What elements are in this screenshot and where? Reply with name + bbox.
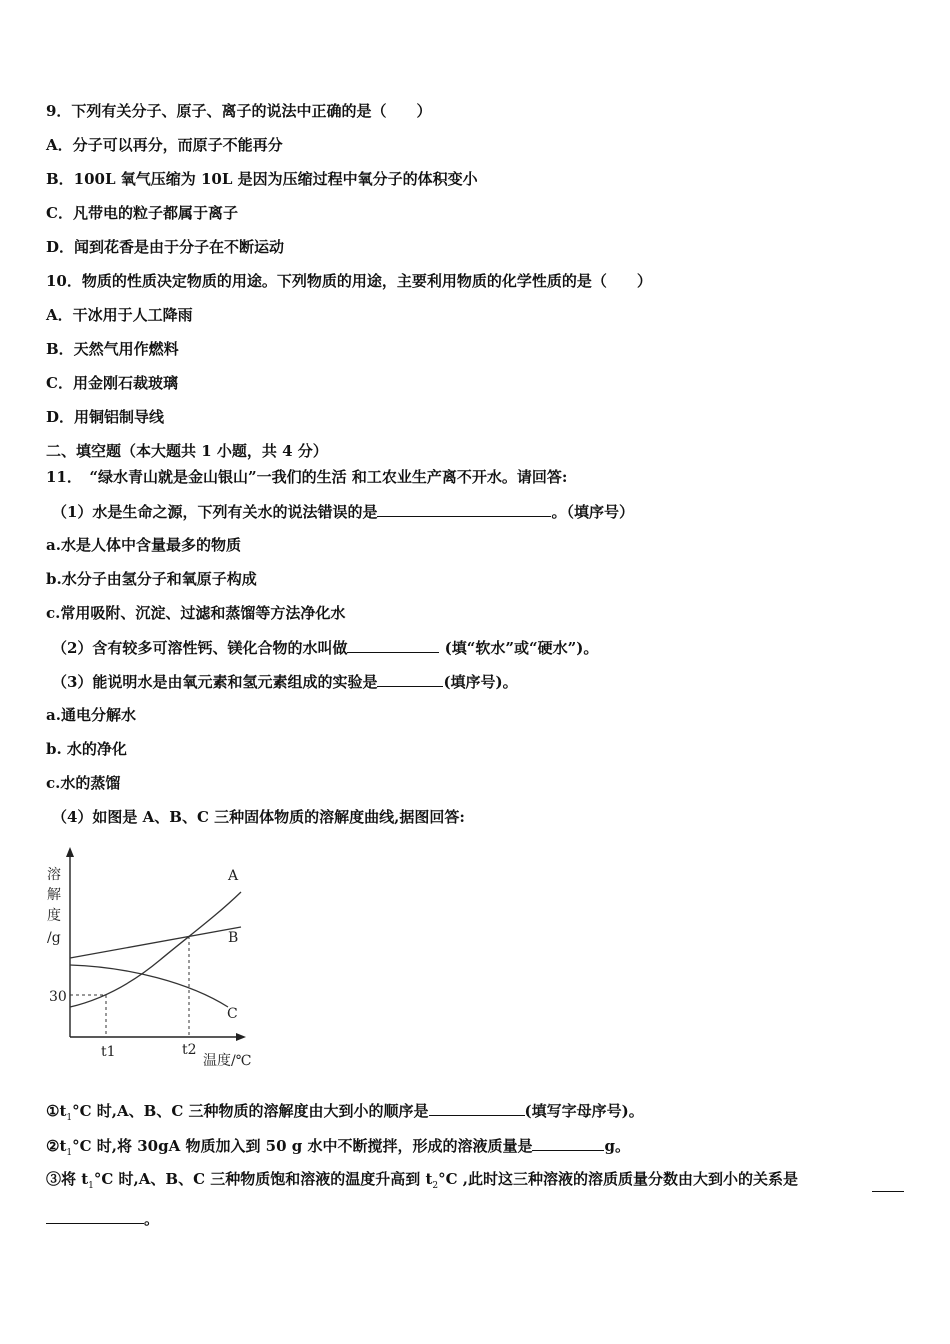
q11-part2-suffix: (填“软水”或“硬水”)。 [439,639,599,657]
x-tick-t2: t2 [182,1042,197,1058]
solubility-chart [40,845,270,1075]
curve-b [70,927,241,958]
answer-blank[interactable] [532,1135,604,1151]
q11-sub1 [46,1100,644,1128]
q11-sub3-end: 。 [144,1210,160,1228]
y-label-char-2: 解 [47,887,61,903]
subscript: 2 [432,1181,439,1191]
q11-part2-text: （2）含有较多可溶性钙、镁化合物的水叫做 [52,639,348,657]
section-heading: 二、填空题（本大题共 1 小题，共 4 分） [46,442,328,460]
q11-part1-option-b: b.水分子由氢分子和氧原子构成 [46,570,257,588]
q11-part3 [52,671,518,692]
q11-sub3-text-2: °C ,此时这三种溶液的溶质质量分数由大到小的关系是 [438,1170,799,1188]
q11-part4: （4）如图是 A、B、C 三种固体物质的溶解度曲线,据图回答: [52,808,465,826]
answer-blank-line-end[interactable] [872,1176,904,1197]
q11-part1-option-a: a.水是人体中含量最多的物质 [46,536,241,554]
curve-a [70,892,241,1007]
y-tick-30: 30 [49,989,67,1005]
q11-sub2-text: °C 时,将 30gA 物质加入到 50 g 水中不断搅拌，形成的溶液质量是 [72,1137,533,1155]
q11-part3-option-b: b. 水的净化 [46,740,127,758]
q11-sub2 [46,1135,630,1163]
subscript: 1 [88,1181,94,1191]
series-label-b: B [228,930,239,946]
answer-blank[interactable] [429,1100,525,1116]
q10-option-a: A．干冰用于人工降雨 [46,306,193,324]
y-axis-arrow [66,847,74,857]
y-label-char-1: 溶 [47,867,61,883]
q11-part1 [52,501,634,522]
curve-c [70,965,228,1007]
q11-part3-text: （3）能说明水是由氧元素和氢元素组成的实验是 [52,673,378,691]
q9-option-b: B．100L 氧气压缩为 10L 是因为压缩过程中氧分子的体积变小 [46,170,478,188]
x-axis-arrow [236,1033,246,1041]
q10-stem: 10．物质的性质决定物质的用途。下列物质的用途，主要利用物质的化学性质的是（ ） [46,272,652,290]
q11-part3-suffix: (填序号)。 [443,673,518,691]
q9-option-a: A．分子可以再分，而原子不能再分 [46,136,283,154]
q9-option-d: D．闻到花香是由于分子在不断运动 [46,238,285,256]
answer-blank[interactable] [377,671,443,687]
answer-blank[interactable] [347,637,439,653]
q10-option-d: D．用铜铝制导线 [46,408,165,426]
answer-blank[interactable] [377,501,551,517]
q11-sub1-suffix: (填写字母序号)。 [524,1102,644,1120]
series-label-a: A [228,868,239,884]
q11-part1-text: （1）水是生命之源，下列有关水的说法错误的是 [52,503,378,521]
q11-sub1-text: °C 时,A、B、C 三种物质的溶解度由大到小的顺序是 [72,1102,429,1120]
y-label-char-4: /g [47,930,61,946]
x-tick-t1: t1 [101,1044,116,1060]
q11-part1-suffix: 。（填序号） [551,503,634,521]
q10-option-b: B．天然气用作燃料 [46,340,179,358]
q11-part3-option-c: c.水的蒸馏 [46,774,121,792]
q11-sub3-text: °C 时,A、B、C 三种物质饱和溶液的温度升高到 t [93,1170,433,1188]
q10-option-c: C．用金刚石裁玻璃 [46,374,178,392]
series-label-c: C [227,1006,238,1022]
subscript: 1 [66,1148,73,1158]
q11-sub2-suffix: g。 [604,1137,630,1155]
q11-sub3-prefix: ③将 t [46,1170,89,1188]
q11-sub2-prefix: ②t [46,1137,67,1155]
q9-option-c: C．凡带电的粒子都属于离子 [46,204,238,222]
q9-stem: 9．下列有关分子、原子、离子的说法中正确的是（ ） [46,102,432,120]
q11-sub3-continued [46,1208,159,1229]
q11-sub3 [46,1169,798,1196]
x-axis-label: 温度/℃ [203,1053,252,1069]
q11-part2 [52,637,598,658]
q11-part3-option-a: a.通电分解水 [46,706,136,724]
answer-blank[interactable] [46,1208,144,1224]
y-label-char-3: 度 [47,908,61,924]
q11-part1-option-c: c.常用吸附、沉淀、过滤和蒸馏等方法净化水 [46,604,346,622]
answer-blank[interactable] [872,1176,904,1192]
q11-sub1-prefix: ①t [46,1102,67,1120]
subscript: 1 [66,1113,73,1123]
q11-stem: 11． “绿水青山就是金山银山”一我们的生活 和工农业生产离不开水。请回答: [46,468,568,486]
